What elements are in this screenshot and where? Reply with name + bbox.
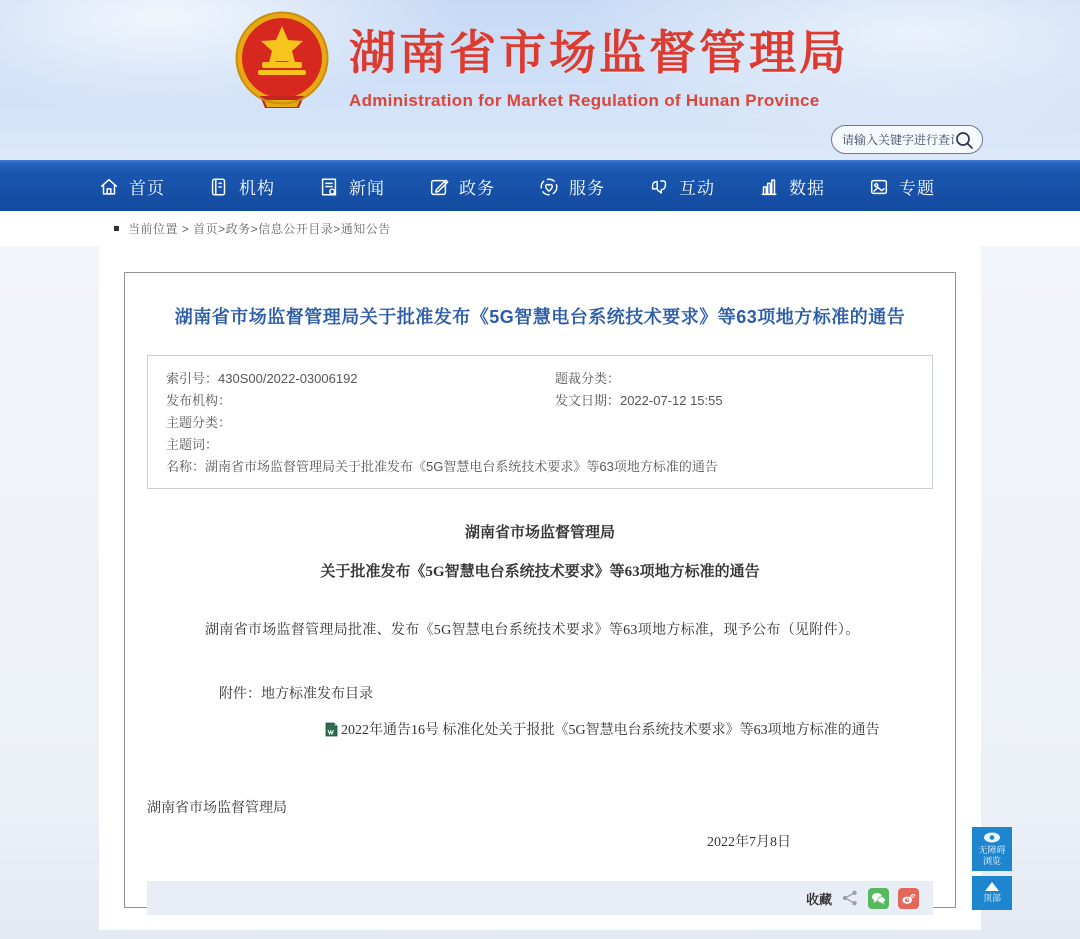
nav-label: 数据 [789,179,825,198]
home-icon [98,176,120,198]
document-meta-box [147,355,933,489]
search-icon[interactable] [954,130,974,150]
national-emblem-logo [231,10,333,116]
search-box [831,125,983,154]
nav-item-home[interactable] [98,174,208,199]
back-to-top-button[interactable] [972,876,1012,910]
nav-item-topics[interactable] [868,174,978,199]
meta-label: 主题词： [166,437,219,452]
meta-label: 名称： [166,459,206,474]
nav-label: 政务 [459,179,495,198]
meta-index [166,368,555,390]
site-subtitle: Administration for Market Regulation of Hunan Province [349,90,820,110]
meta-label: 索引号： [166,371,219,386]
signature-date: 2022年7月8日 [707,835,791,850]
organization-icon [208,176,230,198]
meta-row [166,412,914,434]
body-heading-org: 湖南省市场监督管理局 [464,525,615,541]
page-title: 湖南省市场监督管理局关于批准发布《5G智慧电台系统技术要求》等63项地方标准的通告 [174,307,906,327]
favorite-button[interactable]: 收藏 [805,891,832,907]
doc-file-icon [325,722,338,737]
site-title: 湖南省市场监督管理局 [349,25,849,79]
service-heart-icon [538,176,560,198]
data-chart-icon [758,176,780,198]
nav-label: 机构 [239,179,275,198]
nav-label: 互动 [679,179,715,198]
attachment-row [325,719,933,739]
meta-topic-words [166,434,218,456]
site-header [0,0,1080,160]
meta-label: 发文日期： [554,393,620,408]
nav-item-data[interactable] [758,174,868,199]
meta-label: 发布机构： [166,393,232,408]
site-brand[interactable] [0,0,1080,116]
meta-genre [555,368,620,390]
article-body [147,521,933,851]
meta-value: 湖南省市场监督管理局关于批准发布《5G智慧电台系统技术要求》等63项地方标准的通告 [205,459,718,474]
nav-item-news[interactable] [318,174,428,199]
article-card [124,272,956,908]
eye-icon [983,832,1001,843]
meta-value: 2022-07-12 15:55 [619,393,723,408]
nav-label: 首页 [129,179,165,198]
accessibility-label: 无障碍浏览 [978,844,1006,866]
breadcrumb[interactable]: 当前位置 > 首页>政务>信息公开目录>通知公告 [128,222,391,236]
share-icon[interactable] [841,889,859,907]
wechat-share-icon[interactable] [868,888,889,909]
interaction-chat-icon [648,176,670,198]
nav-item-service[interactable] [538,174,648,199]
meta-publisher [166,390,555,412]
weibo-share-icon[interactable] [898,888,919,909]
news-icon [318,176,340,198]
gov-affairs-icon [428,176,450,198]
body-heading-subject: 关于批准发布《5G智慧电台系统技术要求》等63项地方标准的通告 [320,564,760,580]
nav-label: 服务 [569,179,605,198]
meta-publish-date [555,390,723,412]
meta-value: 430S00/2022-03006192 [218,371,358,386]
topics-image-icon [868,176,890,198]
meta-name [166,456,718,478]
nav-item-organization[interactable] [208,174,318,199]
attachment-label: 附件：地方标准发布目录 [219,687,373,702]
nav-label: 新闻 [349,179,385,198]
accessibility-browse-button[interactable] [972,827,1012,871]
search-input[interactable] [842,133,954,147]
top-label: 顶部 [982,893,1001,903]
main-navigation [0,160,1080,211]
meta-label: 主题分类： [166,415,232,430]
signature-org: 湖南省市场监督管理局 [147,801,287,816]
meta-row [166,368,914,390]
breadcrumb-bar [0,211,1080,246]
attachment-link[interactable]: 2022年通告16号 标准化处关于报批《5G智慧电台系统技术要求》等63项地方标准的通告 [341,723,880,738]
body-paragraph: 湖南省市场监督管理局批准、发布《5G智慧电台系统技术要求》等63项地方标准，现予公布（见附件）。 [205,623,860,638]
nav-label: 专题 [899,179,935,198]
nav-item-interaction[interactable] [648,174,758,199]
meta-row [166,456,914,478]
brand-text [349,16,849,111]
breadcrumb-bullet-icon [114,226,119,231]
meta-topic-class [166,412,231,434]
content-panel [99,246,981,930]
meta-row [166,390,914,412]
meta-label: 题裁分类： [554,371,620,386]
arrow-up-icon [985,882,999,891]
nav-item-gov-affairs[interactable] [428,174,538,199]
article-footer-bar [147,881,933,915]
meta-row [166,434,914,456]
content-area [0,246,1080,939]
